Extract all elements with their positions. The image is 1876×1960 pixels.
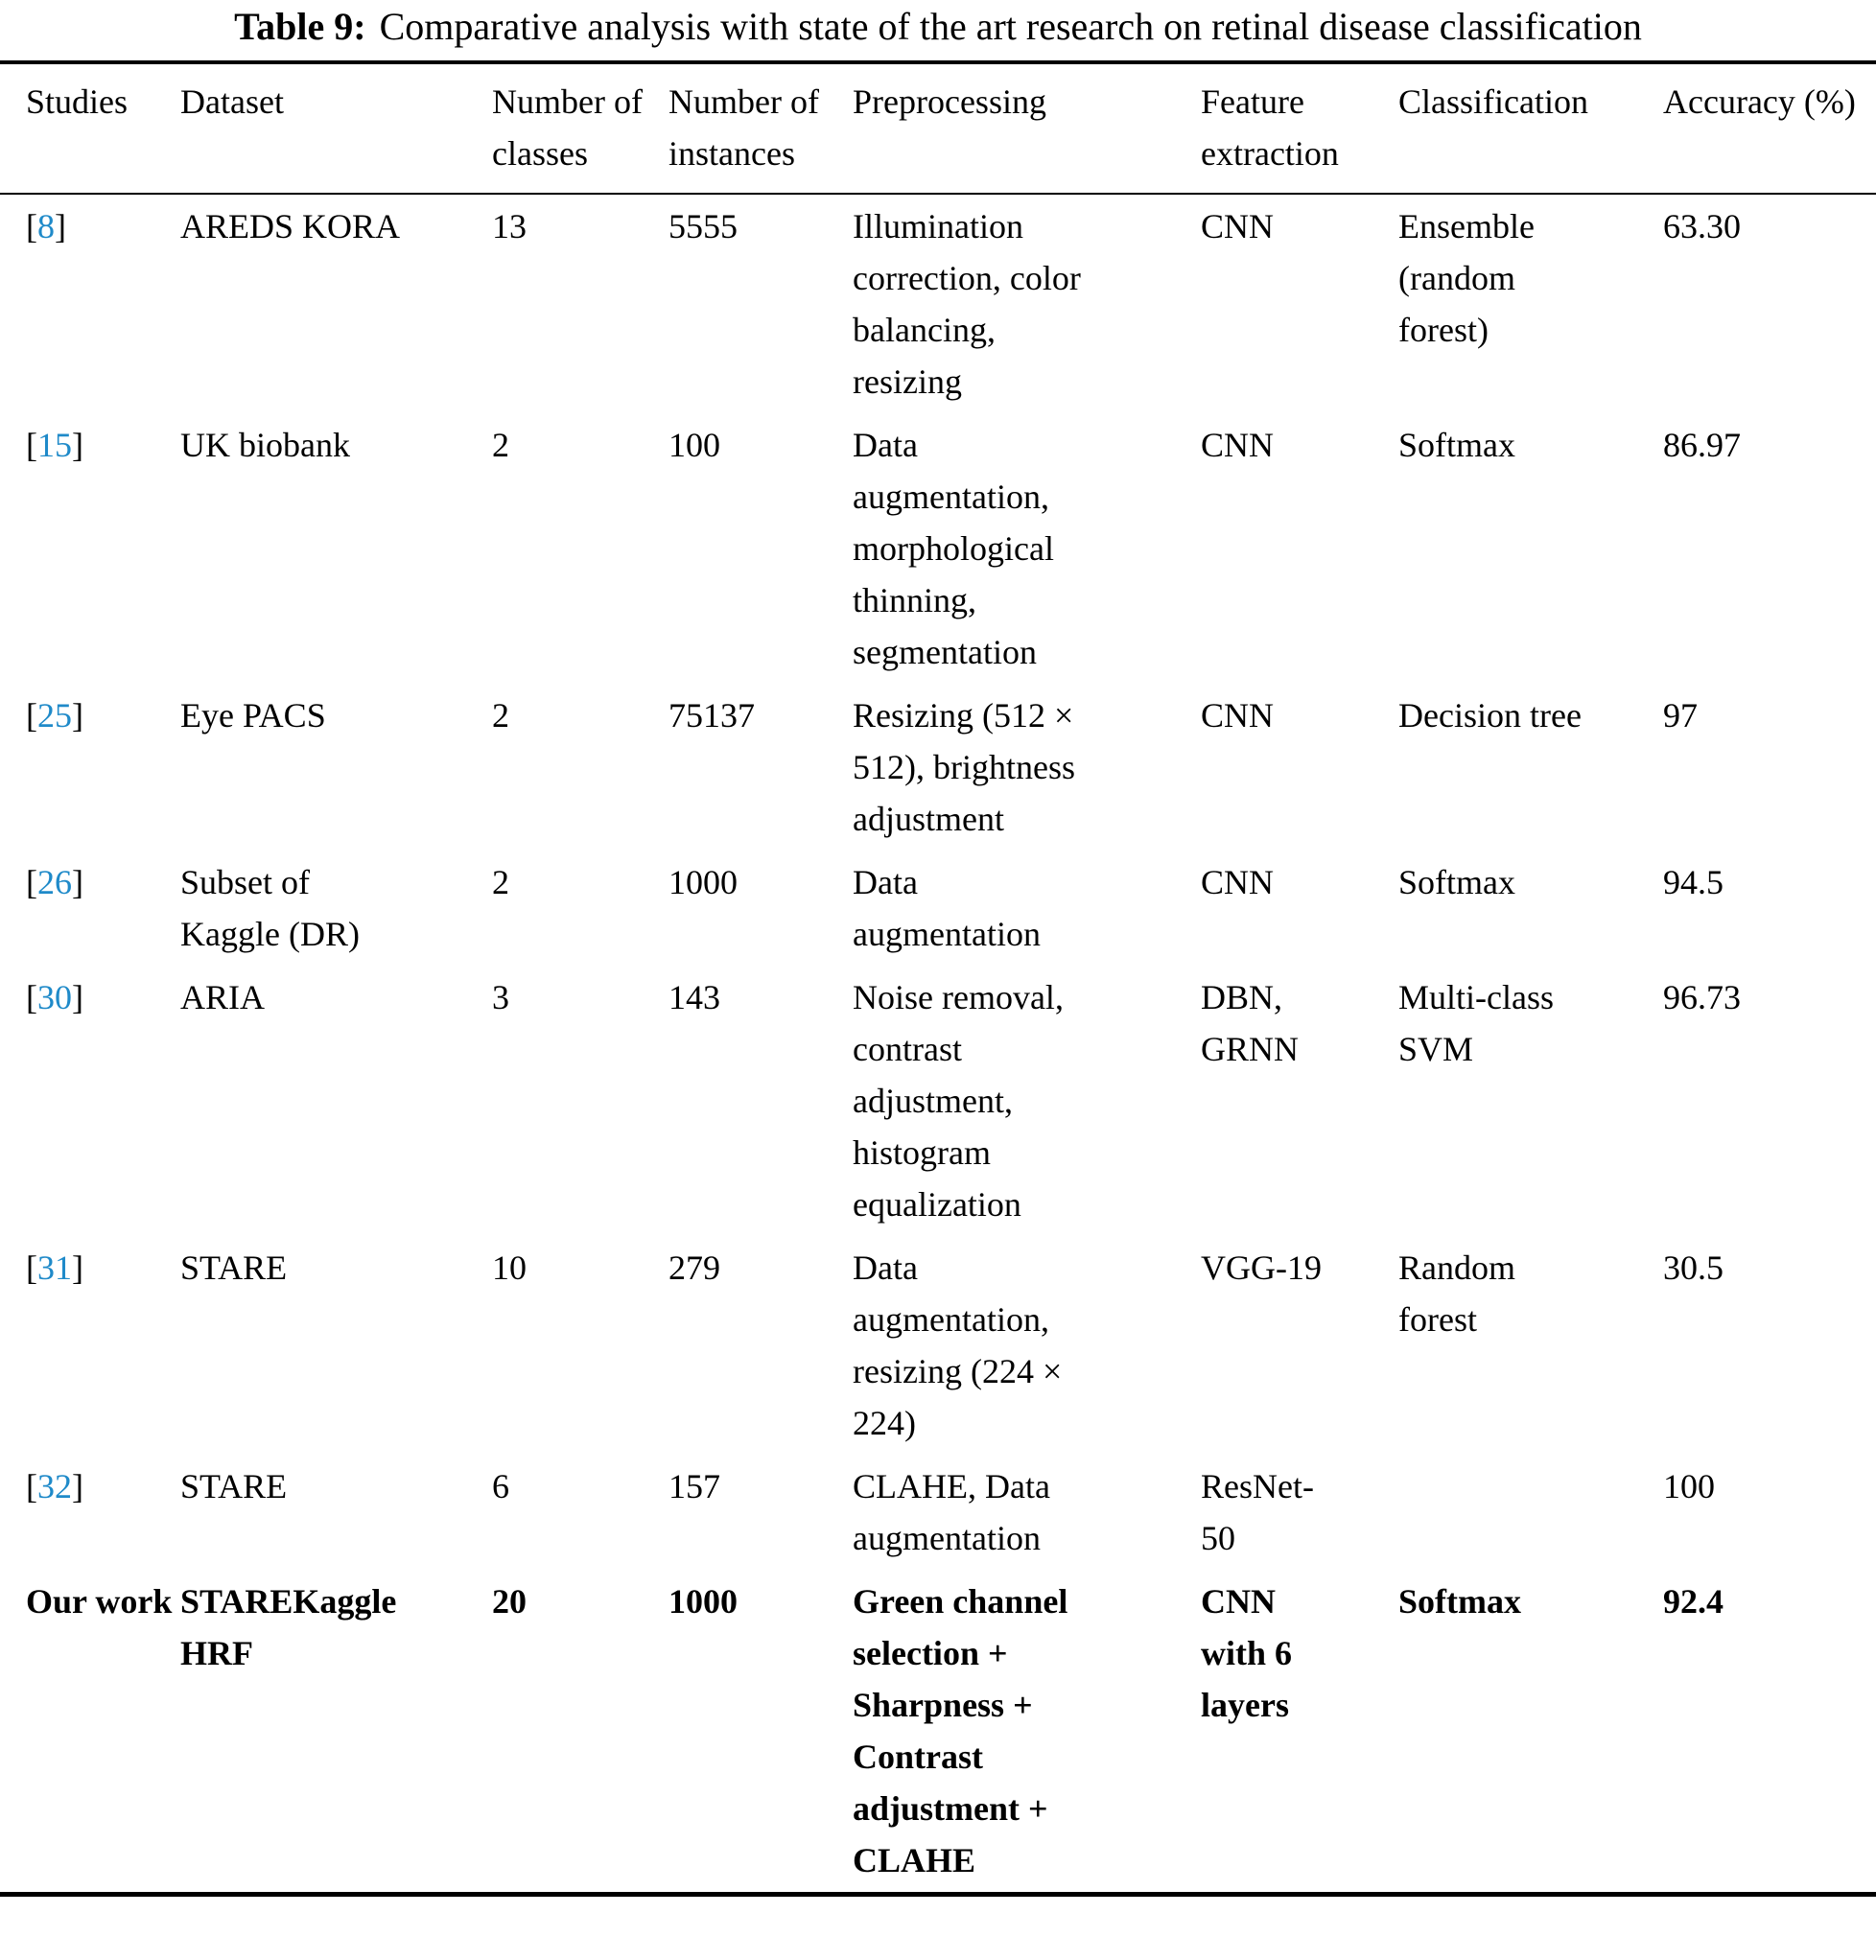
column-header-number-of-instances: Number of instances xyxy=(668,62,853,194)
study-cell-our-work: Our work xyxy=(26,1582,173,1621)
column-header-classification: Classification xyxy=(1398,62,1663,194)
num-instances-cell: 157 xyxy=(668,1467,720,1505)
accuracy-cell: 94.5 xyxy=(1663,863,1724,901)
study-cell xyxy=(0,413,180,684)
preprocessing-cell: Data augmentation xyxy=(853,863,1041,953)
feature-extraction-cell: CNN xyxy=(1201,207,1275,245)
study-cell xyxy=(0,194,180,413)
dataset-cell: STAREKaggle HRF xyxy=(180,1582,397,1672)
feature-extraction-cell: CNN xyxy=(1201,426,1275,464)
accuracy-cell: 96.73 xyxy=(1663,978,1741,1016)
num-instances-cell: 100 xyxy=(668,426,720,464)
num-classes-cell: 10 xyxy=(492,1248,527,1287)
preprocessing-cell: Noise removal, contrast adjustment, histogram equalization xyxy=(853,978,1064,1224)
num-instances-cell: 5555 xyxy=(668,207,738,245)
num-instances-cell: 1000 xyxy=(668,1582,738,1621)
num-classes-cell: 6 xyxy=(492,1467,509,1505)
dataset-cell: STARE xyxy=(180,1248,288,1287)
column-header-studies: Studies xyxy=(0,62,180,194)
accuracy-cell: 30.5 xyxy=(1663,1248,1724,1287)
citation-link[interactable]: 30 xyxy=(37,978,72,1016)
dataset-cell: STARE xyxy=(180,1467,288,1505)
accuracy-cell: 92.4 xyxy=(1663,1582,1724,1621)
feature-extraction-cell: VGG-19 xyxy=(1201,1248,1322,1287)
citation-link[interactable]: 32 xyxy=(37,1467,72,1505)
study-cell xyxy=(0,966,180,1236)
citation-bracket-open: [ xyxy=(26,426,37,464)
table-row xyxy=(0,966,1876,1236)
table-row xyxy=(0,1455,1876,1570)
column-header-feature-extraction: Feature extraction xyxy=(1201,62,1398,194)
preprocessing-cell: Data augmentation, resizing (224 × 224) xyxy=(853,1248,1063,1442)
citation-bracket-close: ] xyxy=(72,863,83,901)
classification-cell: Softmax xyxy=(1398,863,1515,901)
num-classes-cell: 2 xyxy=(492,426,509,464)
accuracy-cell: 63.30 xyxy=(1663,207,1741,245)
classification-cell xyxy=(1398,1455,1663,1570)
comparison-table xyxy=(0,60,1876,1897)
preprocessing-cell: Data augmentation, morphological thinning, segmentation xyxy=(853,426,1054,671)
citation-bracket-close: ] xyxy=(72,696,83,735)
citation-bracket-close: ] xyxy=(72,978,83,1016)
num-instances-cell: 143 xyxy=(668,978,720,1016)
citation-bracket-open: [ xyxy=(26,696,37,735)
num-classes-cell: 2 xyxy=(492,696,509,735)
classification-cell: Random forest xyxy=(1398,1248,1515,1339)
column-header-number-of-classes: Number of classes xyxy=(492,62,668,194)
citation-bracket-open: [ xyxy=(26,1248,37,1287)
preprocessing-cell: CLAHE, Data augmentation xyxy=(853,1467,1050,1557)
feature-extraction-cell: CNN xyxy=(1201,696,1275,735)
table-row xyxy=(0,1570,1876,1895)
citation-bracket-close: ] xyxy=(72,1467,83,1505)
num-instances-cell: 75137 xyxy=(668,696,755,735)
study-cell xyxy=(0,1455,180,1570)
citation-link[interactable]: 31 xyxy=(37,1248,72,1287)
dataset-cell: Eye PACS xyxy=(180,696,326,735)
classification-cell: Softmax xyxy=(1398,1582,1521,1621)
classification-cell: Multi-class SVM xyxy=(1398,978,1554,1068)
citation-bracket-open: [ xyxy=(26,863,37,901)
dataset-cell: Subset of Kaggle (DR) xyxy=(180,863,360,953)
citation-bracket-open: [ xyxy=(26,207,37,245)
citation-link[interactable]: 25 xyxy=(37,696,72,735)
dataset-cell: UK biobank xyxy=(180,426,350,464)
classification-cell: Ensemble (random forest) xyxy=(1398,207,1535,349)
citation-link[interactable]: 8 xyxy=(37,207,55,245)
classification-cell: Softmax xyxy=(1398,426,1515,464)
preprocessing-cell: Green channel selection + Sharpness + Contrast adjustment + CLAHE xyxy=(853,1582,1068,1879)
study-cell xyxy=(0,851,180,966)
table-header-row xyxy=(0,62,1876,194)
feature-extraction-cell: DBN, GRNN xyxy=(1201,978,1300,1068)
citation-bracket-close: ] xyxy=(72,426,83,464)
study-cell xyxy=(0,684,180,851)
table-row xyxy=(0,1236,1876,1455)
table-caption xyxy=(0,0,1876,60)
citation-bracket-open: [ xyxy=(26,1467,37,1505)
citation-bracket-open: [ xyxy=(26,978,37,1016)
column-header-accuracy: Accuracy (%) xyxy=(1663,62,1876,194)
table-caption-text: Comparative analysis with state of the art research on retinal disease classification xyxy=(379,5,1642,48)
preprocessing-cell: Illumination correction, color balancing, resizing xyxy=(853,207,1081,401)
feature-extraction-cell: ResNet-50 xyxy=(1201,1467,1314,1557)
classification-cell: Decision tree xyxy=(1398,696,1582,735)
accuracy-cell: 100 xyxy=(1663,1467,1715,1505)
citation-bracket-close: ] xyxy=(55,207,66,245)
num-instances-cell: 1000 xyxy=(668,863,738,901)
num-instances-cell: 279 xyxy=(668,1248,720,1287)
num-classes-cell: 20 xyxy=(492,1582,527,1621)
preprocessing-cell: Resizing (512 × 512), brightness adjustment xyxy=(853,696,1075,838)
table-row xyxy=(0,194,1876,413)
column-header-preprocessing: Preprocessing xyxy=(853,62,1201,194)
num-classes-cell: 13 xyxy=(492,207,527,245)
feature-extraction-cell: CNN with 6 layers xyxy=(1201,1582,1293,1724)
num-classes-cell: 2 xyxy=(492,863,509,901)
table-row xyxy=(0,851,1876,966)
feature-extraction-cell: CNN xyxy=(1201,863,1275,901)
citation-link[interactable]: 26 xyxy=(37,863,72,901)
accuracy-cell: 86.97 xyxy=(1663,426,1741,464)
table-row xyxy=(0,413,1876,684)
dataset-cell: AREDS KORA xyxy=(180,207,401,245)
num-classes-cell: 3 xyxy=(492,978,509,1016)
dataset-cell: ARIA xyxy=(180,978,265,1016)
column-header-dataset: Dataset xyxy=(180,62,492,194)
accuracy-cell: 97 xyxy=(1663,696,1698,735)
table-row xyxy=(0,684,1876,851)
table-caption-label: Table 9: xyxy=(234,5,366,48)
citation-bracket-close: ] xyxy=(72,1248,83,1287)
study-cell xyxy=(0,1236,180,1455)
citation-link[interactable]: 15 xyxy=(37,426,72,464)
